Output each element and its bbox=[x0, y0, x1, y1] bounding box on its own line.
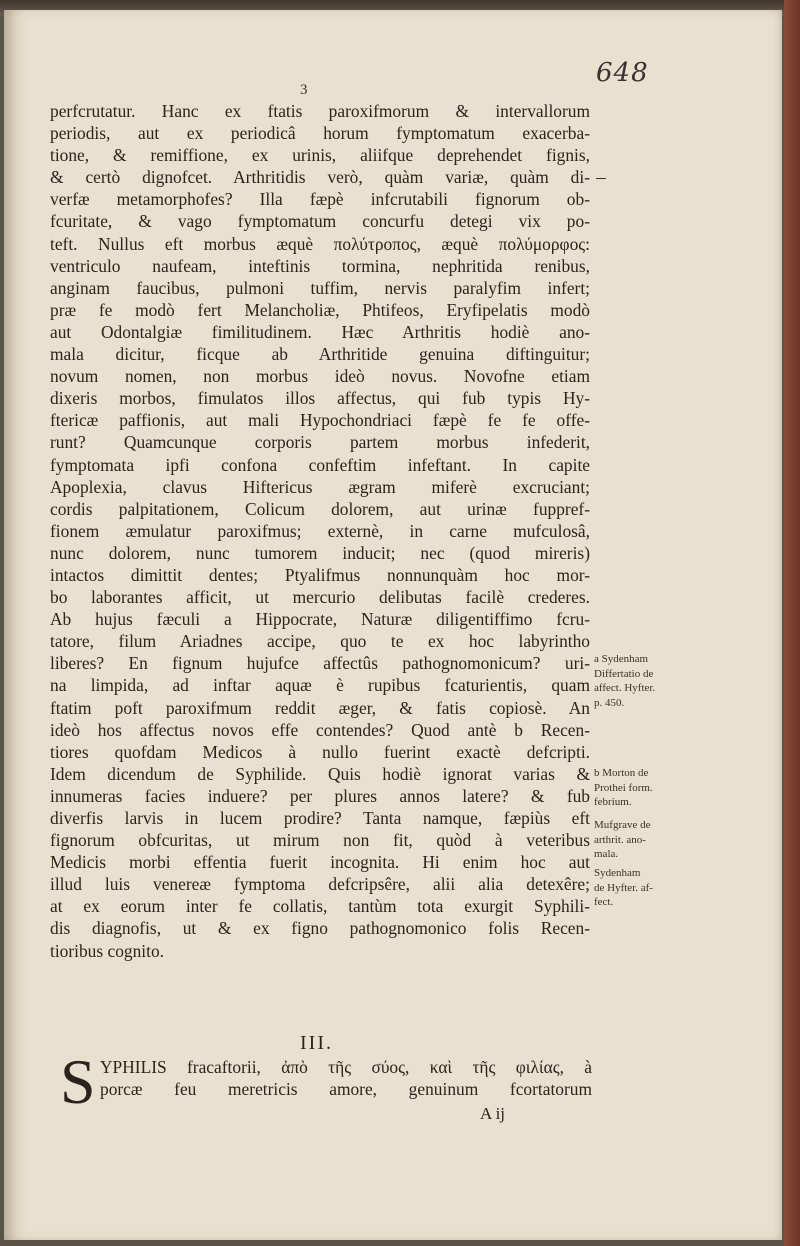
text-line: ventriculo naufeam, inteftinis tormina, nephritida renibus, bbox=[50, 255, 590, 276]
text-line: Idem dicendum de Syphilide. Quis hodiè ignorat varias & bbox=[50, 763, 590, 784]
text-line: innumeras facies induere? per plures annos latere? & fub bbox=[50, 785, 590, 806]
text-line: diverfis larvis in lucem prodire? Tanta namque, fæpiùs eft bbox=[50, 808, 590, 828]
text-line: cordis palpitationem, Colicum dolorem, aut urinæ fuppref- bbox=[50, 498, 590, 519]
text-line: tioribus cognito. bbox=[50, 940, 164, 961]
text-line: tatore, filum Ariadnes accipe, quo te ex hoc labyrintho bbox=[50, 631, 590, 652]
text-line: tione, & remiffione, ex urinis, aliifque deprehendet fignis, bbox=[50, 145, 590, 166]
section-text bbox=[100, 1056, 592, 1100]
text-line: periodis, aut ex periodicâ horum fymptomatum exacerba- bbox=[50, 123, 590, 144]
text-line: fignorum obfcuritas, ut mirum non fit, quòd à veteribus bbox=[50, 830, 590, 851]
text-line: b Morton de bbox=[594, 767, 649, 779]
text-line: de Hyfter. af- bbox=[594, 881, 653, 894]
text-line: Sydenham bbox=[594, 867, 641, 879]
text-line: perfcrutatur. Hanc ex ftatis paroxifmorum & intervallorum bbox=[50, 101, 590, 121]
text-line: illud luis venereæ fymptoma defcripsêre, alii alia detexêre; bbox=[50, 874, 590, 895]
folio-number: 648 bbox=[596, 58, 649, 88]
text-line: ftatim poft paroxifmum reddit æger, & fatis copiosè. An bbox=[50, 697, 590, 718]
text-line: præ fe modò fert Melancholiæ, Phtifeos, Eryfipelatis modò bbox=[50, 299, 590, 320]
text-line: liberes? En fignum hujufce affectûs pathognomonicum? uri- bbox=[50, 653, 590, 674]
text-line: intactos dimittit dentes; Ptyalifmus nonnunquàm hoc mor- bbox=[50, 564, 590, 585]
text-line: a Sydenham bbox=[594, 653, 649, 665]
book-page bbox=[4, 10, 782, 1240]
text-line: verfæ metamorphofes? Illa fæpè infcrutabili fignorum ob- bbox=[50, 189, 590, 210]
text-line: affect. Hyfter. bbox=[594, 682, 656, 694]
text-line: ideò hos affectus novos effe contendes? Quod antè b Recen- bbox=[50, 719, 590, 740]
margin-note-a bbox=[594, 652, 655, 710]
text-line: Medicis morbi effentia fuerit incognita. Hi enim hoc aut bbox=[50, 852, 590, 873]
text-line: p. 450. bbox=[594, 696, 625, 709]
text-line: fcuritate, & vago fymptomatum concurfu detegi vix po- bbox=[50, 211, 590, 232]
text-line: nunc dolorem, nunc tumorem inducit; nec (quod mireris) bbox=[50, 542, 590, 563]
text-line: tiores quofdam Medicos à nullo fuerint exactè defcripti. bbox=[50, 741, 590, 762]
text-line: runt? Quamcunque corporis partem morbus infederit, bbox=[50, 432, 590, 453]
margin-note-d bbox=[594, 866, 653, 910]
text-line: dixeris morbos, fimulatos illos affectus, qui fub typis Hy- bbox=[50, 388, 590, 409]
text-line: Ab hujus fæculi a Hippocrate, Naturæ diligentiffimo fcru- bbox=[50, 609, 590, 630]
text-line: dis diagnofis, ut & ex figno pathognomonico folis Recen- bbox=[50, 918, 590, 939]
body-text bbox=[50, 100, 590, 962]
text-line: mala. bbox=[594, 848, 619, 860]
text-line: & certò dignofcet. Arthritidis verò, quàm variæ, quàm di- bbox=[50, 167, 590, 188]
margin-dash bbox=[596, 178, 606, 179]
scan-right-edge bbox=[784, 0, 800, 1246]
text-line: Apoplexia, clavus Hiftericus ægram miferè excruciant; bbox=[50, 476, 590, 497]
text-line: at ex eorum inter fe collatis, tantùm tota exurgit Syphili- bbox=[50, 896, 590, 917]
text-line: fionem æmulatur paroxifmus; externè, in carne mufculosâ, bbox=[50, 520, 590, 541]
text-line: fect. bbox=[594, 896, 614, 908]
text-line: aut Odontalgiæ fimilitudinem. Hæc Arthritis hodiè ano- bbox=[50, 321, 590, 342]
text-line: Mufgrave de bbox=[594, 819, 651, 831]
text-line: anginam faucibus, pulmoni tuffim, nervis paralyfim infert; bbox=[50, 277, 590, 298]
page-number: 3 bbox=[300, 82, 308, 98]
text-line: teft. Nullus eft morbus æquè πολύτροπος, æquè πολύμορφος: bbox=[50, 233, 590, 254]
text-line: YPHILIS fracaftorii, ἀπὸ τῆς σύος, καὶ τῆς φιλίας, à bbox=[100, 1057, 592, 1077]
text-line: Differtatio de bbox=[594, 667, 654, 680]
text-line: porcæ feu meretricis amore, genuinum fcortatorum bbox=[100, 1079, 592, 1100]
text-line: novum nomen, non morbus ideò novus. Novofne etiam bbox=[50, 366, 590, 387]
text-line: febrium. bbox=[594, 796, 632, 808]
text-line: Prothei form. bbox=[594, 781, 653, 794]
text-line: bo laborantes afficit, ut mercurio delibutas facilè crederes. bbox=[50, 587, 590, 608]
text-line: mala dicitur, ficque ab Arthritide genuina diftinguitur; bbox=[50, 344, 590, 365]
margin-note-c bbox=[594, 818, 651, 862]
section-heading: III. bbox=[300, 1032, 333, 1054]
margin-note-b bbox=[594, 766, 653, 810]
text-line: fymptomata ipfi confona confeftim infeftant. In capite bbox=[50, 454, 590, 475]
text-line: ftericæ paffionis, aut mali Hypochondriaci fæpè fe fe offe- bbox=[50, 410, 590, 431]
drop-cap: S bbox=[60, 1046, 96, 1117]
text-line: na limpida, ad inftar aquæ è rupibus fcaturientis, quam bbox=[50, 675, 590, 696]
text-line: arthrit. ano- bbox=[594, 833, 646, 846]
signature-mark: A ij bbox=[480, 1104, 506, 1123]
